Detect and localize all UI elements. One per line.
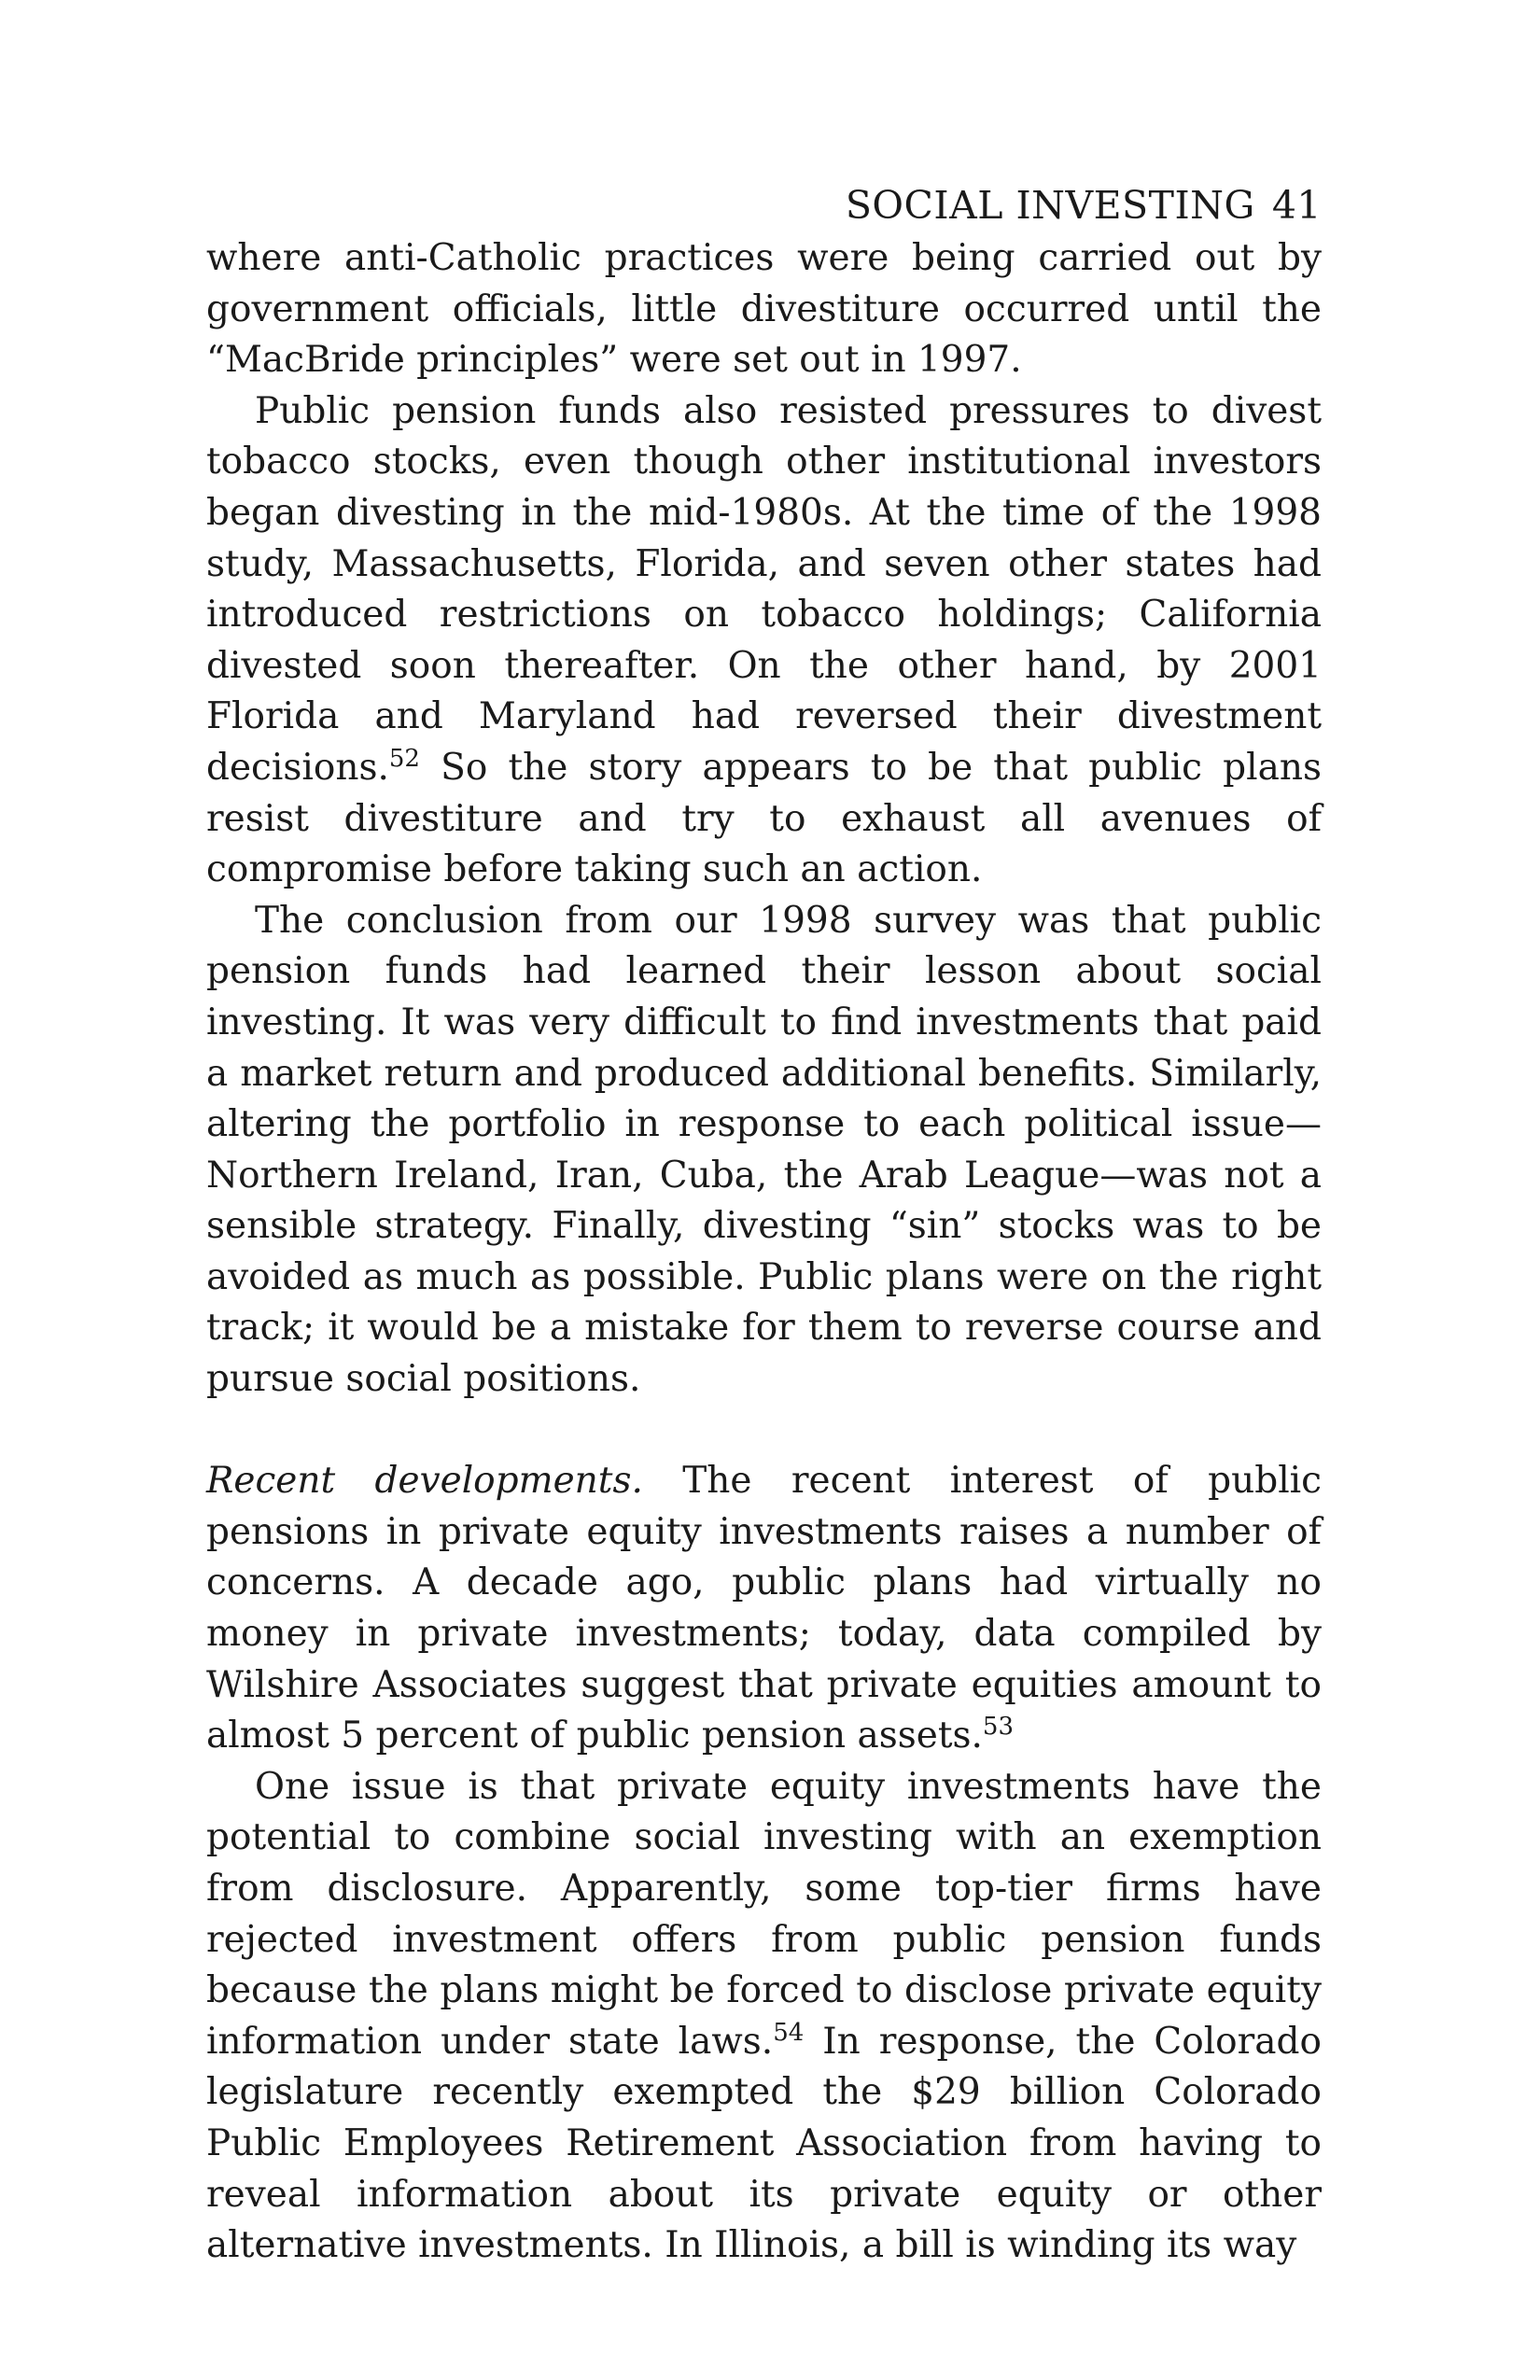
footnote-ref-52[interactable]: 52: [388, 744, 420, 773]
section-break: [206, 1406, 1322, 1457]
paragraph-text: In response, the Colorado legislature recently exempted the $29 billion Colorado Public Employees Retirement Association from having to reveal information about its private equity or other alternative investments. In Illinois, a bill is winding its way: [206, 2020, 1323, 2267]
footnote-ref-53[interactable]: 53: [982, 1713, 1015, 1742]
book-page: [206, 177, 1322, 2272]
page-number: 41: [1271, 183, 1322, 228]
paragraph-text: So the story appears to be that public plans resist divestiture and try to exhaust all avenues of compromise before taking such an action.: [206, 746, 1322, 891]
runin-heading: Recent developments.: [206, 1460, 643, 1503]
paragraph-text: The recent interest of public pensions in private equity investments raises a number of concerns. A decade ago, public plans had virtually no money in private investments; today, data compiled by Wilshire Associates suggest that private equities amount to almost 5 percent of public pension assets.: [206, 1460, 1322, 1757]
body-text: [206, 233, 1322, 2272]
paragraph-text: where anti-Catholic practices were being carried out by government officials, little divestiture occurred until the “MacBride principles” were set out in 1997.: [206, 237, 1322, 382]
running-head: [206, 177, 1322, 233]
paragraph-private-equity-disclosure: [206, 1762, 1322, 2272]
paragraph-continued: [206, 233, 1322, 386]
paragraph-survey-conclusion: [206, 896, 1322, 1406]
paragraph-text: One issue is that private equity investments have the potential to combine social investing with an exemption from disclosure. Apparently, some top-tier firms have rejected investment offers from public pension funds because the plans might be forced to disclose private equity information under state laws.: [206, 1765, 1322, 2063]
paragraph-tobacco-divestment: [206, 386, 1322, 896]
footnote-ref-54[interactable]: 54: [773, 2018, 805, 2047]
paragraph-recent-developments: [206, 1456, 1322, 1762]
paragraph-text: Public pension funds also resisted pressures to divest tobacco stocks, even though other institutional investors began divesting in the mid-1980s. At the time of the 1998 study, Massachusetts, Florida, and seven other states had introduced restrictions on tobacco holdings; California divested soon thereafter. On the other hand, by 2001 Florida and Maryland had reversed their divestment decisions.: [206, 389, 1322, 789]
paragraph-text: The conclusion from our 1998 survey was that public pension funds had learned their lesson about social investing. It was very difficult to find investments that paid a market return and produced additional benefits. Similarly, altering the portfolio in response to each political issue—Northern Ireland, Iran, Cuba, the Arab League—was not a sensible strategy. Finally, divesting “sin” stocks was to be avoided as much as possible. Public plans were on the right track; it would be a mistake for them to reverse course and pursue social positions.: [206, 899, 1322, 1401]
running-head-title: SOCIAL INVESTING: [845, 183, 1255, 228]
